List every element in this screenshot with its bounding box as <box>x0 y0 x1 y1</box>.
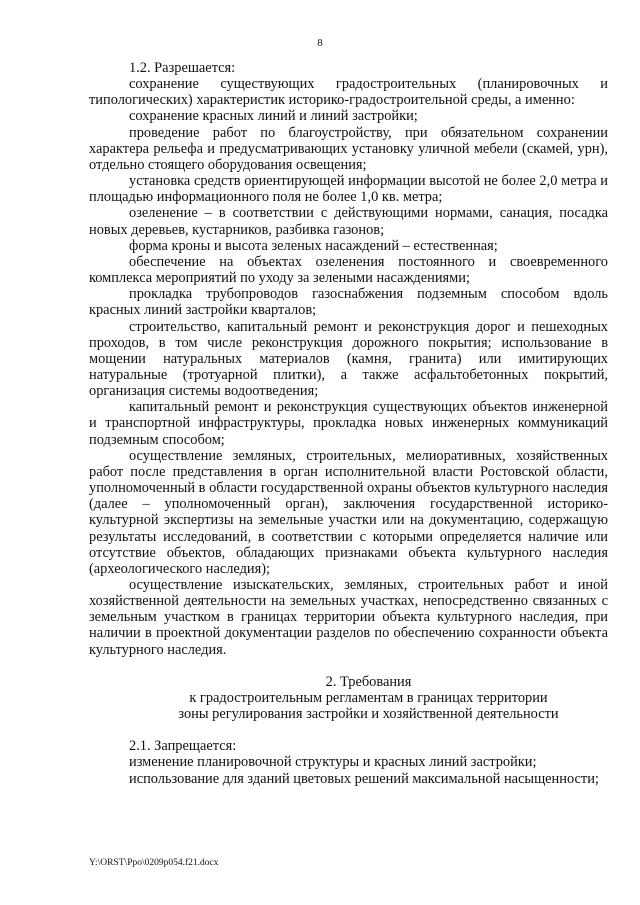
section-2-1-heading: 2.1. Запрещается: <box>129 738 237 755</box>
list-item: установка средств ориентирующей информации высотой не более 2,0 метра и площадью информационного поля не более 1,0 кв. метра; <box>89 173 608 206</box>
list-item: использование для зданий цветовых решений максимальной насыщенности; <box>129 770 599 787</box>
list-item: осуществление изыскательских, земляных, строительных работ и иной хозяйственной деятельности на земельных участках, непосредственно связанных с земельным участком в границах территории объекта культурного наследия, при наличии в проектной документации разделов по обеспечению сохранности объекта культурного наследия. <box>89 577 608 658</box>
list-item: форма кроны и высота зеленых насаждений – естественная; <box>129 237 498 254</box>
list-item: изменение планировочной структуры и красных линий застройки; <box>129 754 537 771</box>
section-2-title: 2. Требования <box>325 673 412 690</box>
footer-file-path: Y:\ORST\Ppo\0209p054.f21.docx <box>89 858 219 868</box>
list-item: озеленение – в соответствии с действующими нормами, санация, посадка новых деревьев, кустарников, разбивка газонов; <box>89 205 608 238</box>
spacer <box>89 722 608 738</box>
page-number: 8 <box>317 37 323 49</box>
list-item: обеспечение на объектах озеленения постоянного и своевременного комплекса мероприятий по уходу за зелеными насаждениями; <box>89 253 608 287</box>
spacer <box>89 658 608 674</box>
section-2-subtitle-line-2: зоны регулирования застройки и хозяйственной деятельности <box>178 706 559 723</box>
section-1-2-heading: 1.2. Разрешается: <box>129 60 236 76</box>
list-item: капитальный ремонт и реконструкция существующих объектов инженерной и транспортной инфраструктуры, прокладка новых инженерных коммуникаций подземным способом; <box>89 399 608 448</box>
list-item: сохранение красных линий и линий застройки; <box>129 108 418 125</box>
document-body <box>89 60 608 787</box>
list-item: осуществление земляных, строительных, мелиоративных, хозяйственных работ после представления в орган исполнительной власти Ростовской области, уполномоченный в области государственной охраны объектов культурного наследия (далее – уполномоченный орган), заключения государственной историко-культурной экспертизы на земельные участки или на документацию, содержащую результаты исследований, в соответствии с которыми определяется наличие или отсутствие объектов, обладающих признаками объекта культурного наследия (археологического наследия); <box>89 447 608 577</box>
list-item: прокладка трубопроводов газоснабжения подземным способом вдоль красных линий застройки кварталов; <box>89 286 608 319</box>
list-item: строительство, капитальный ремонт и реконструкция дорог и пешеходных проходов, в том числе реконструкция дорожного покрытия; использование в мощении натуральных материалов (камня, гранита) или имитирующих натуральные (тротуарной плитки), а также асфальтобетонных покрытий, организация системы водоотведения; <box>89 318 608 400</box>
list-item: проведение работ по благоустройству, при обязательном сохранении характера рельефа и предусматривающих установку уличной мебели (скамей, урн), отдельно стоящего оборудования освещения; <box>89 124 608 173</box>
section-2-subtitle-line-1: к градостроительным регламентам в границах территории <box>189 689 548 706</box>
list-item: сохранение существующих градостроительных (планировочных и типологических) характеристик историко-градостроительной среды, а именно: <box>89 76 608 109</box>
